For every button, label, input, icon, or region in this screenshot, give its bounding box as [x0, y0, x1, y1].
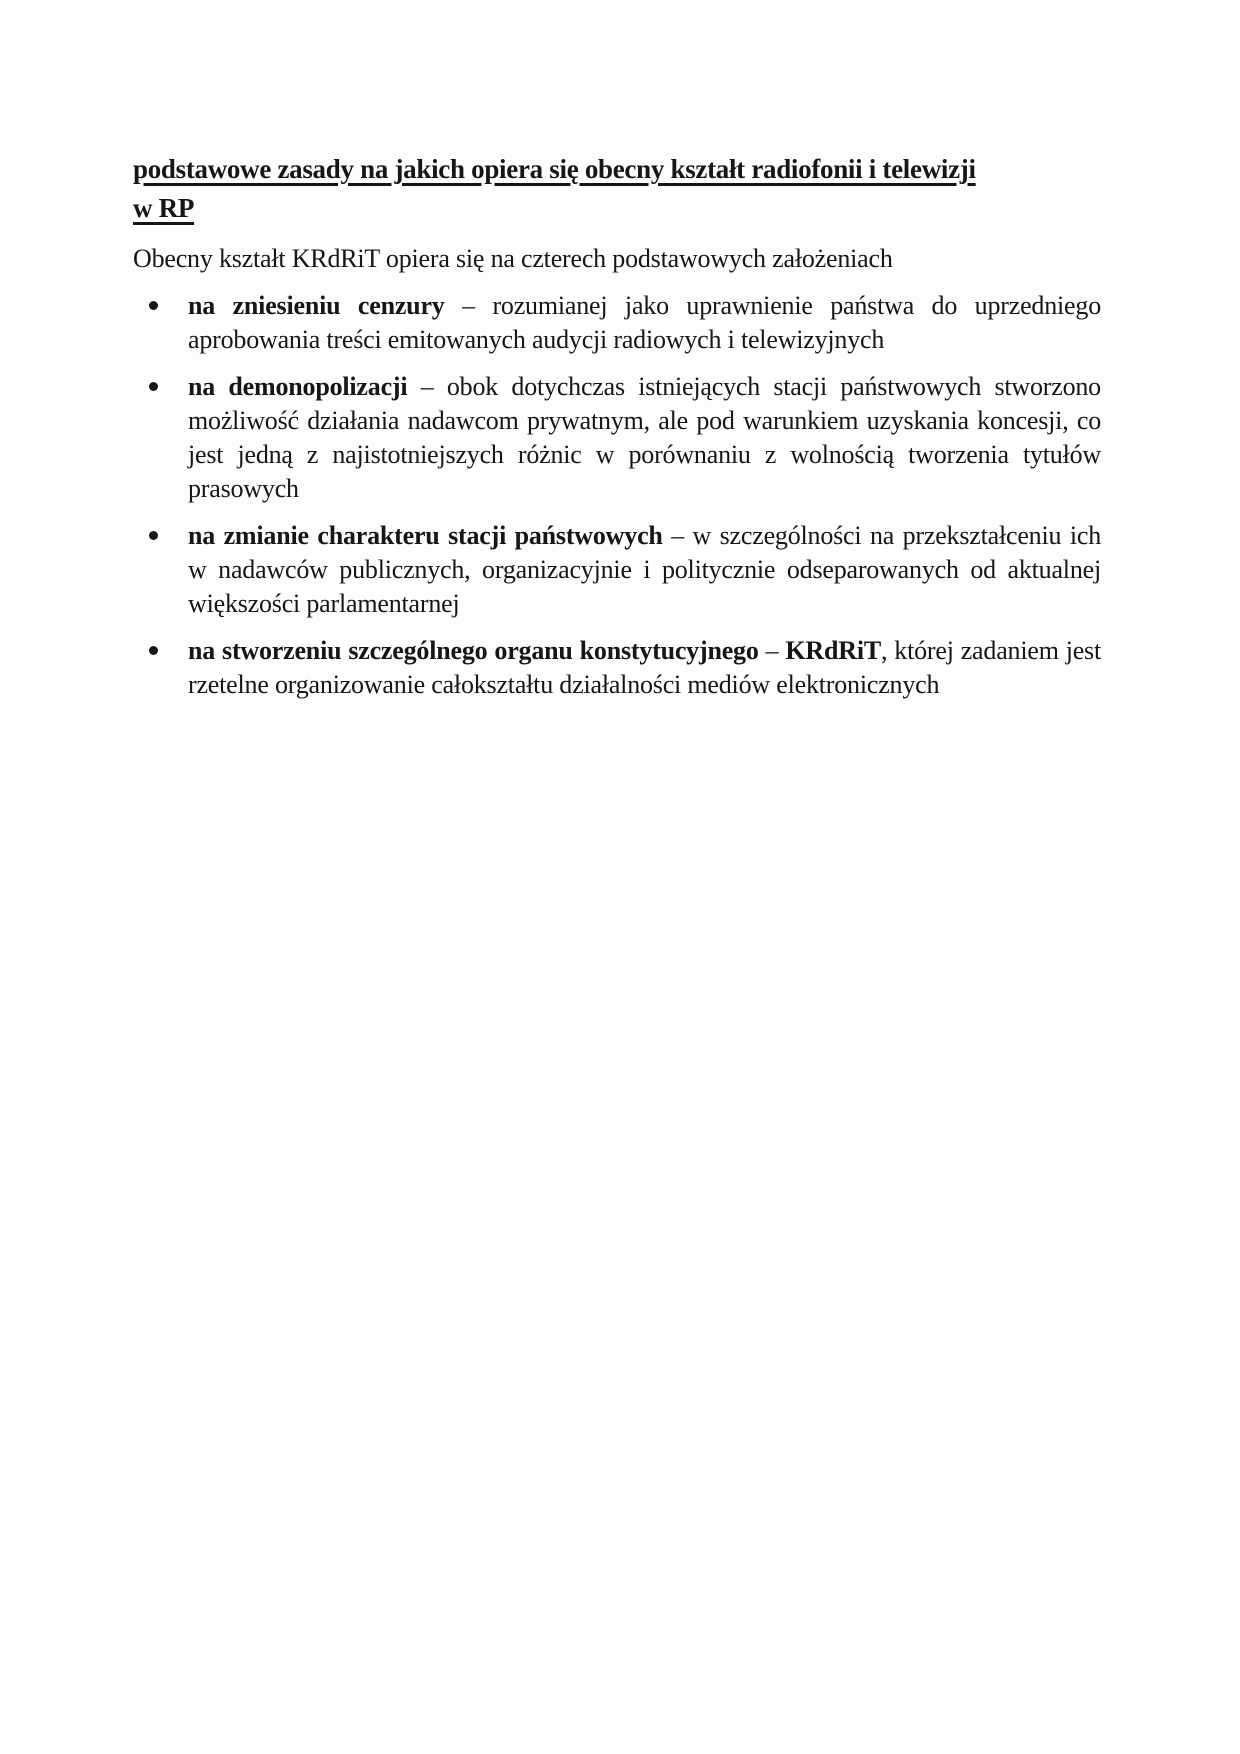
bullet-text: – w szczególności na przekształceniu ich w nadawców publicznych, organizacyjnie i politycznie odseparowanych od aktualnej większości parlamentarnej: [188, 521, 1101, 618]
list-item-organ-konstytucyjny: [133, 634, 1101, 702]
bullet-keyword-bold: KRdRiT: [785, 636, 882, 665]
title-line-2: w RP: [133, 193, 195, 223]
intro-paragraph: Obecny kształt KRdRiT opiera się na czterech podstawowych założeniach: [133, 244, 893, 273]
bullet-list: [133, 289, 1101, 702]
bullet-icon: [149, 382, 158, 391]
bullet-text: – rozumianej jako uprawnienie państwa do uprzedniego aprobowania treści emitowanych audycji radiowych i telewizyjnych: [188, 291, 1101, 354]
list-item-zmiana-charakteru: [133, 519, 1101, 621]
list-item-demonopolizacja: [133, 370, 1101, 506]
bullet-icon: [149, 531, 158, 540]
bullet-icon: [149, 301, 158, 310]
page-title: [133, 150, 1101, 228]
list-item-cenzura: [133, 289, 1101, 357]
document-content: [133, 150, 1101, 702]
bullet-lead-bold: na demonopolizacji: [188, 372, 408, 401]
title-line-1: podstawowe zasady na jakich opiera się obecny kształt radiofonii i telewizji: [133, 154, 976, 184]
bullet-separator: –: [758, 636, 786, 665]
bullet-lead-bold: na zmianie charakteru stacji państwowych: [188, 521, 663, 550]
bullet-text: , której zadaniem jest rzetelne organizowanie całokształtu działalności mediów elektronicznych: [188, 636, 1101, 699]
bullet-lead-bold: na zniesieniu cenzury: [188, 291, 445, 320]
bullet-lead-bold: na stworzeniu szczególnego organu konstytucyjnego: [188, 636, 759, 665]
bullet-icon: [149, 646, 158, 655]
bullet-text: – obok dotychczas istniejących stacji państwowych stworzono możliwość działania nadawcom prywatnym, ale pod warunkiem uzyskania koncesji, co jest jedną z najistotniejszych różnic w porównaniu z wolnością tworzenia tytułów prasowych: [188, 372, 1101, 503]
